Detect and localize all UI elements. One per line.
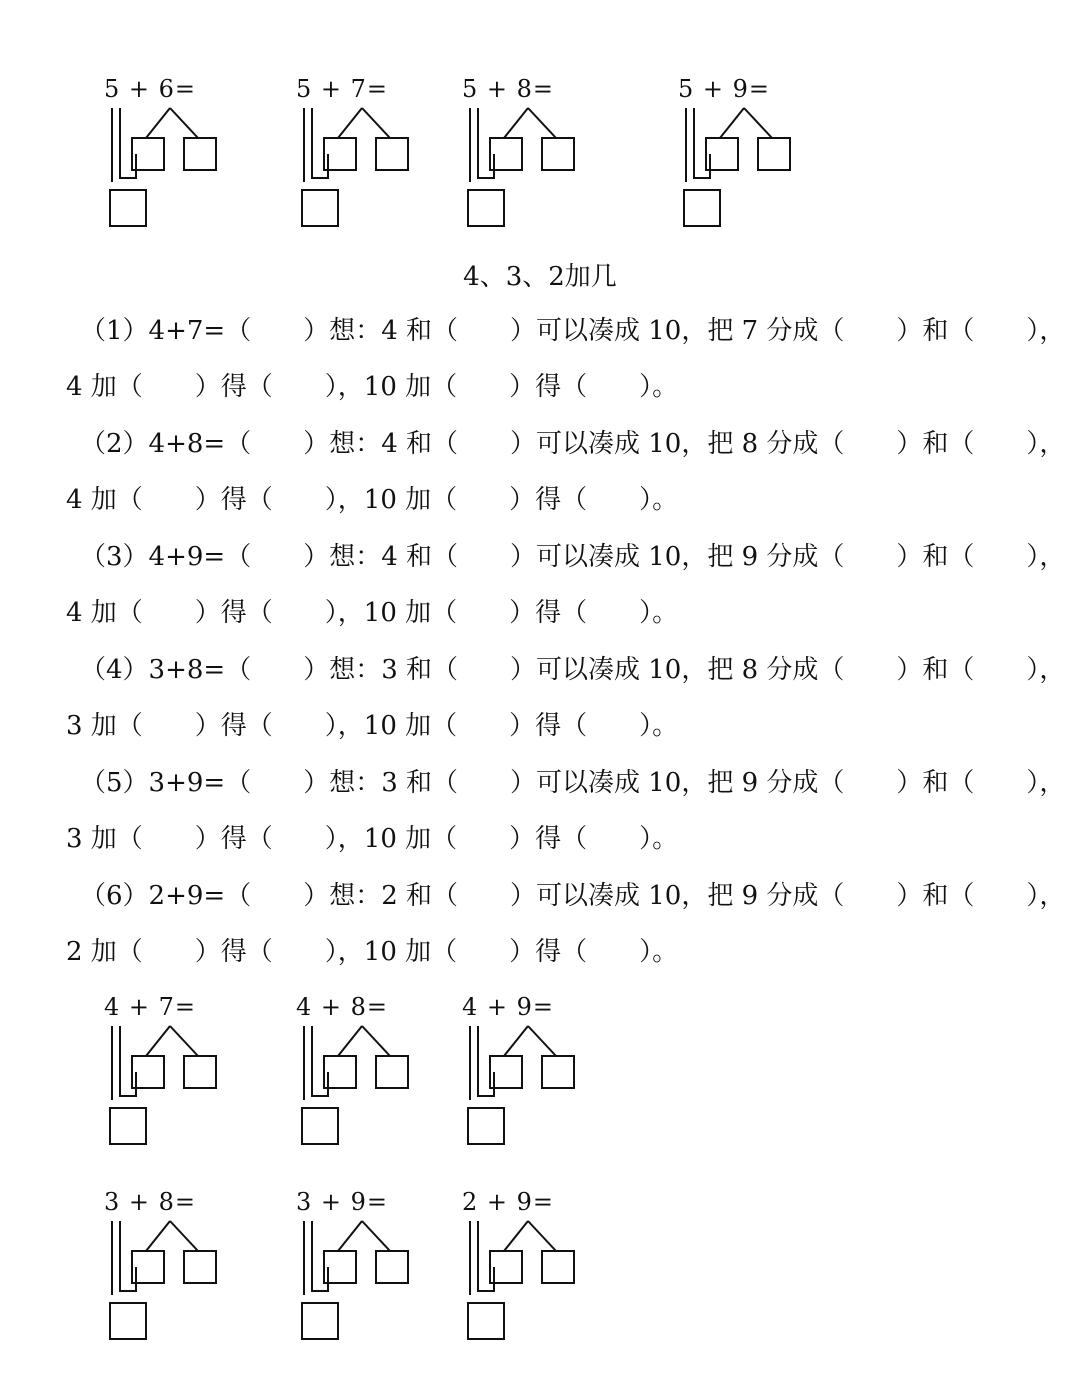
problem-4 <box>66 653 1066 765</box>
split-box-right <box>542 1056 574 1088</box>
branch-line <box>170 1026 198 1056</box>
split-box-right <box>184 1251 216 1283</box>
problem-3 <box>66 540 1066 652</box>
diagram-expression: 5 + 8= <box>462 75 555 103</box>
result-box <box>468 1303 504 1339</box>
problem-line-1: （6）2+9=（ ）想：2 和（ ）可以凑成 10，把 9 分成（ ）和（ ）， <box>80 881 1066 911</box>
problem-line-2: 3 加（ ）得（ ），10 加（ ）得（ ）。 <box>66 824 679 854</box>
branch-line <box>504 1221 528 1251</box>
branch-line <box>528 1221 556 1251</box>
diagram-4-plus-7 <box>104 992 304 1152</box>
split-diagram-graphic <box>104 74 304 234</box>
diagram-5-plus-9 <box>678 74 878 234</box>
split-box-right <box>542 1251 574 1283</box>
problem-line-1: （2）4+8=（ ）想：4 和（ ）可以凑成 10，把 8 分成（ ）和（ ）， <box>80 429 1066 459</box>
result-box <box>302 1303 338 1339</box>
branch-line <box>170 1221 198 1251</box>
split-diagram-graphic <box>104 992 304 1152</box>
branch-line <box>504 108 528 138</box>
bracket-line <box>312 1026 328 1096</box>
split-box-right <box>542 138 574 170</box>
branch-line <box>528 1026 556 1056</box>
split-diagram-graphic <box>462 992 662 1152</box>
diagram-2-plus-9 <box>462 1187 662 1347</box>
diagram-expression: 5 + 9= <box>678 75 771 103</box>
problem-line-1: （3）4+9=（ ）想：4 和（ ）可以凑成 10，把 9 分成（ ）和（ ）， <box>80 542 1066 572</box>
diagram-expression: 4 + 8= <box>296 993 389 1021</box>
diagram-expression: 5 + 7= <box>296 75 389 103</box>
bracket-line <box>478 1221 494 1291</box>
branch-line <box>146 1221 170 1251</box>
problem-line-2: 4 加（ ）得（ ），10 加（ ）得（ ）。 <box>66 485 679 515</box>
split-diagram-graphic <box>104 1187 304 1347</box>
result-box <box>302 190 338 226</box>
result-box <box>684 190 720 226</box>
diagram-expression: 5 + 6= <box>104 75 197 103</box>
branch-line <box>504 1026 528 1056</box>
split-box-right <box>376 138 408 170</box>
problem-line-1: （1）4+7=（ ）想：4 和（ ）可以凑成 10，把 7 分成（ ）和（ ）， <box>80 316 1066 346</box>
result-box <box>110 190 146 226</box>
diagram-5-plus-6 <box>104 74 304 234</box>
bracket-line <box>120 1221 136 1291</box>
split-box-right <box>184 138 216 170</box>
branch-line <box>362 1221 390 1251</box>
branch-line <box>338 1026 362 1056</box>
problem-6 <box>66 879 1066 991</box>
split-box-right <box>758 138 790 170</box>
result-box <box>468 1108 504 1144</box>
branch-line <box>528 108 556 138</box>
problem-1 <box>66 314 1066 426</box>
diagram-expression: 4 + 7= <box>104 993 197 1021</box>
result-box <box>110 1108 146 1144</box>
diagram-expression: 3 + 9= <box>296 1188 389 1216</box>
diagram-5-plus-8 <box>462 74 662 234</box>
branch-line <box>170 108 198 138</box>
problem-line-2: 2 加（ ）得（ ），10 加（ ）得（ ）。 <box>66 937 679 967</box>
branch-line <box>146 108 170 138</box>
problem-line-2: 4 加（ ）得（ ），10 加（ ）得（ ）。 <box>66 598 679 628</box>
bracket-line <box>120 1026 136 1096</box>
split-box-right <box>376 1056 408 1088</box>
split-diagram-graphic <box>462 1187 662 1347</box>
result-box <box>302 1108 338 1144</box>
branch-line <box>338 1221 362 1251</box>
branch-line <box>744 108 772 138</box>
problem-line-2: 3 加（ ）得（ ），10 加（ ）得（ ）。 <box>66 711 679 741</box>
bracket-line <box>478 1026 494 1096</box>
split-diagram-graphic <box>678 74 878 234</box>
bracket-line <box>312 1221 328 1291</box>
split-diagram-graphic <box>462 74 662 234</box>
split-box-right <box>376 1251 408 1283</box>
diagram-4-plus-9 <box>462 992 662 1152</box>
branch-line <box>146 1026 170 1056</box>
bracket-line <box>312 108 328 178</box>
bracket-line <box>694 108 710 178</box>
bracket-line <box>120 108 136 178</box>
branch-line <box>362 1026 390 1056</box>
problem-line-1: （5）3+9=（ ）想：3 和（ ）可以凑成 10，把 9 分成（ ）和（ ）， <box>80 768 1066 798</box>
problem-line-2: 4 加（ ）得（ ），10 加（ ）得（ ）。 <box>66 372 679 402</box>
result-box <box>110 1303 146 1339</box>
diagram-expression: 2 + 9= <box>462 1188 555 1216</box>
diagram-3-plus-8 <box>104 1187 304 1347</box>
branch-line <box>720 108 744 138</box>
result-box <box>468 190 504 226</box>
branch-line <box>362 108 390 138</box>
section-title: 4、3、2加几 <box>463 262 617 292</box>
branch-line <box>338 108 362 138</box>
problem-2 <box>66 427 1066 539</box>
bracket-line <box>478 108 494 178</box>
problem-line-1: （4）3+8=（ ）想：3 和（ ）可以凑成 10，把 8 分成（ ）和（ ）， <box>80 655 1066 685</box>
split-box-right <box>184 1056 216 1088</box>
diagram-expression: 3 + 8= <box>104 1188 197 1216</box>
diagram-expression: 4 + 9= <box>462 993 555 1021</box>
problem-5 <box>66 766 1066 878</box>
